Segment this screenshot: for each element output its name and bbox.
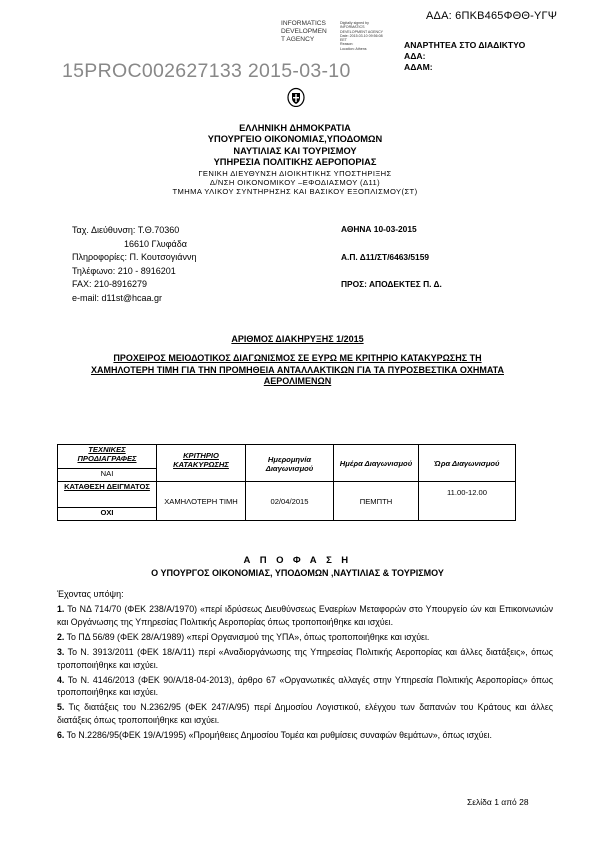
notice-title <box>65 353 530 388</box>
meta-line: EET <box>340 38 347 43</box>
decision-title: Α Π Ο Φ Α Σ Η <box>243 555 352 566</box>
org-line: DEVELOPMEN <box>281 28 327 35</box>
post-note <box>404 40 525 73</box>
notice-title-line: ΧΑΜΗΛΟΤΕΡΗ ΤΙΜΗ ΓΙΑ ΤΗΝ ΠΡΟΜΗΘΕΙΑ ΑΝΤΑΛΛΑΚΤΙΚΩΝ ΓΙΑ ΤΑ ΠΥΡΟΣΒΕΣΤΙΚΑ ΟΧΗΜΑΤΑ <box>90 364 504 375</box>
list-item: 4. Το Ν. 4146/2013 (ΦΕΚ 90/Α/18-04-2013), άρθρο 67 «Οργανωτικές αλλαγές στην Υπηρεσία Πολιτικής Αεροπορίας» όπως τροποποιήθηκε και ισχύει. <box>57 674 553 698</box>
department-line: ΓΕΝΙΚΗ ΔΙΕΥΘΥΝΣΗ ΔΙΟΙΚΗΤΙΚΗΣ ΥΠΟΣΤΗΡΙΞΗΣ <box>198 168 392 178</box>
tender-table <box>57 444 516 521</box>
signature-org <box>281 20 343 44</box>
day-value: ΠΕΜΠΤΗ <box>334 482 419 521</box>
protocol-number: Α.Π. Δ11/ΣΤ/6463/5159 <box>341 252 430 262</box>
page-number: Σελίδα 1 από 28 <box>467 797 529 807</box>
address-postcode: 16610 Γλυφάδα <box>124 238 187 249</box>
considering-label: Έχοντας υπόψη: <box>57 589 124 599</box>
meta-line: Digitally signed by <box>340 21 369 25</box>
meta-line: Location: Athens <box>340 46 367 51</box>
considerations-list <box>57 603 553 744</box>
authority-line: ΕΛΛΗΝΙΚΗ ΔΗΜΟΚΡΑΤΙΑ <box>239 123 351 133</box>
phone: Τηλέφωνο: 210 - 8916201 <box>72 265 176 276</box>
authority-line: ΥΠΗΡΕΣΙΑ ΠΟΛΙΤΙΚΗΣ ΑΕΡΟΠΟΡΙΑΣ <box>213 157 377 168</box>
sample-value: ΟΧΙ <box>58 508 157 521</box>
meta-line: INFORMATICS <box>340 25 365 30</box>
address: Ταχ. Διεύθυνση: Τ.Θ.70360 <box>72 225 180 235</box>
list-item: 1. Το ΝΔ 714/70 (ΦΕΚ 238/Α/1970) «περί ιδρύσεως Διευθύνσεως Εναερίων Μεταφορών στο Υπουργείο ών και Επικοινωνιών και Οργάνωσης της Υπηρεσίας Πολιτικής Αεροπορίας όπως τροποποιήθηκε και ισχύει. <box>57 604 553 627</box>
department-line: Δ/ΝΣΗ ΟΙΚΟΝΟΜΙΚΟΥ –ΕΦΟΔΙΑΣΜΟΥ (Δ11) <box>209 178 381 188</box>
list-item: 6. Το Ν.2286/95(ΦΕΚ 19/Α/1995) «Προμήθειες Δημοσίου Τομέα και ρυθμίσεις συναφών θεμάτων», όπως ισχύει. <box>57 730 492 741</box>
meta-line: Reason: <box>340 42 354 47</box>
header-day: Ημέρα Διαγωνισμού <box>334 445 419 482</box>
department-line: ΤΜΗΜΑ ΥΛΙΚΟΥ ΣΥΝΤΗΡΗΣΗΣ ΚΑΙ ΒΑΣΙΚΟΥ ΕΞΟΠΛΙΣΜΟΥ(ΣΤ) <box>172 187 418 197</box>
fax: FAX: 210-8916279 <box>72 279 148 290</box>
signature-meta <box>340 21 405 51</box>
date-value: 02/04/2015 <box>246 482 334 521</box>
specs-value: ΝΑΙ <box>58 469 157 482</box>
org-line: INFORMATICS <box>281 20 326 27</box>
recipients: ΠΡΟΣ: ΑΠΟΔΕΚΤΕΣ Π. Δ. <box>341 279 442 289</box>
header-date: Ημερομηνία Διαγωνισμού <box>246 445 334 482</box>
contact-block <box>72 224 312 306</box>
file-code: 15PROC002627133 2015-03-10 <box>62 60 351 82</box>
header-criterion: ΚΡΙΤΗΡΙΟ ΚΑΤΑΚΥΡΩΣΗΣ <box>157 445 246 482</box>
org-line: T AGENCY <box>281 36 315 43</box>
adam-label: ΑΔΑΜ: <box>404 62 433 72</box>
header-sample: ΚΑΤΑΘΕΣΗ ΔΕΙΓΜΑΤΟΣ <box>58 482 157 508</box>
email: e-mail: d11st@hcaa.gr <box>72 292 163 303</box>
notice-number-text: ΑΡΙΘΜΟΣ ΔΙΑΚΗΡΥΞΗΣ 1/2015 <box>231 334 364 344</box>
list-item: 3. Το Ν. 3913/2011 (ΦΕΚ 18/Α/11) περί «Αναδιοργάνωσης της Υπηρεσίας Πολιτικής Αεροπορίας και άλλες διατάξεις», όπως τροποποιήθηκε και ισχύει. <box>57 646 553 670</box>
authority-line: ΥΠΟΥΡΓΕΙΟ ΟΙΚΟΝΟΜΙΑΣ,ΥΠΟΔΟΜΩΝ <box>207 134 383 145</box>
list-item: 5. Τις διατάξεις του Ν.2362/95 (ΦΕΚ 247/Α/95) περί Δημοσίου Λογιστικού, ελέγχου των δαπανών του Κράτους και άλλες διατάξεις όπως τροποποιήθηκε και ισχύει. <box>57 702 553 726</box>
criterion-value: ΧΑΜΗΛΟΤΕΡΗ ΤΙΜΗ <box>157 482 246 521</box>
list-item: 2. Το ΠΔ 56/89 (ΦΕΚ 28/Α/1989) «περί Οργανισμού της ΥΠΑ», όπως τροποποιήθηκε και ισχύει. <box>57 631 430 642</box>
meta-line: DEVELOPMENT AGENCY <box>340 29 384 34</box>
decision-subtitle: Ο ΥΠΟΥΡΓΟΣ ΟΙΚΟΝΟΜΙΑΣ, ΥΠΟΔΟΜΩΝ ,ΝΑΥΤΙΛΙΑΣ & ΤΟΥΡΙΣΜΟΥ <box>151 568 444 578</box>
info-person: Πληροφορίες: Π. Κουτσογιάννη <box>72 252 197 263</box>
header-specs: ΤΕΧΝΙΚΕΣ ΠΡΟΔΙΑΓΡΑΦΕΣ <box>58 445 157 469</box>
notice-number <box>0 334 595 344</box>
time-value: 11.00-12.00 <box>419 482 516 521</box>
meta-line: Date: 2015.03.10 09:56:08 <box>340 33 383 38</box>
authority-header <box>90 123 500 197</box>
authority-line: ΝΑΥΤΙΛΙΑΣ ΚΑΙ ΤΟΥΡΙΣΜΟΥ <box>233 145 357 156</box>
greek-emblem-icon <box>287 87 305 107</box>
ada-label: ΑΔΑ: <box>404 51 426 61</box>
ada-code: ΑΔΑ: 6ΠΚΒ465ΦΘΘ-ΥΓΨ <box>426 10 558 22</box>
header-time: Ώρα Διαγωνισμού <box>419 445 516 482</box>
notice-title-line: ΑΕΡΟΛΙΜΕΝΩΝ <box>263 376 332 387</box>
notice-title-line: ΠΡΟΧΕΙΡΟΣ ΜΕΙΟΔΟΤΙΚΟΣ ΔΙΑΓΩΝΙΣΜΟΣ ΣΕ ΕΥΡΩ ΜΕ ΚΡΙΤΗΡΙΟ ΚΑΤΑΚΥΡΩΣΗΣ ΤΗ <box>113 353 482 363</box>
post-note-title: ΑΝΑΡΤΗΤΕΑ ΣΤΟ ΔΙΑΔΙΚΤΥΟ <box>404 40 526 50</box>
place-date: ΑΘΗΝΑ 10-03-2015 <box>341 224 417 234</box>
